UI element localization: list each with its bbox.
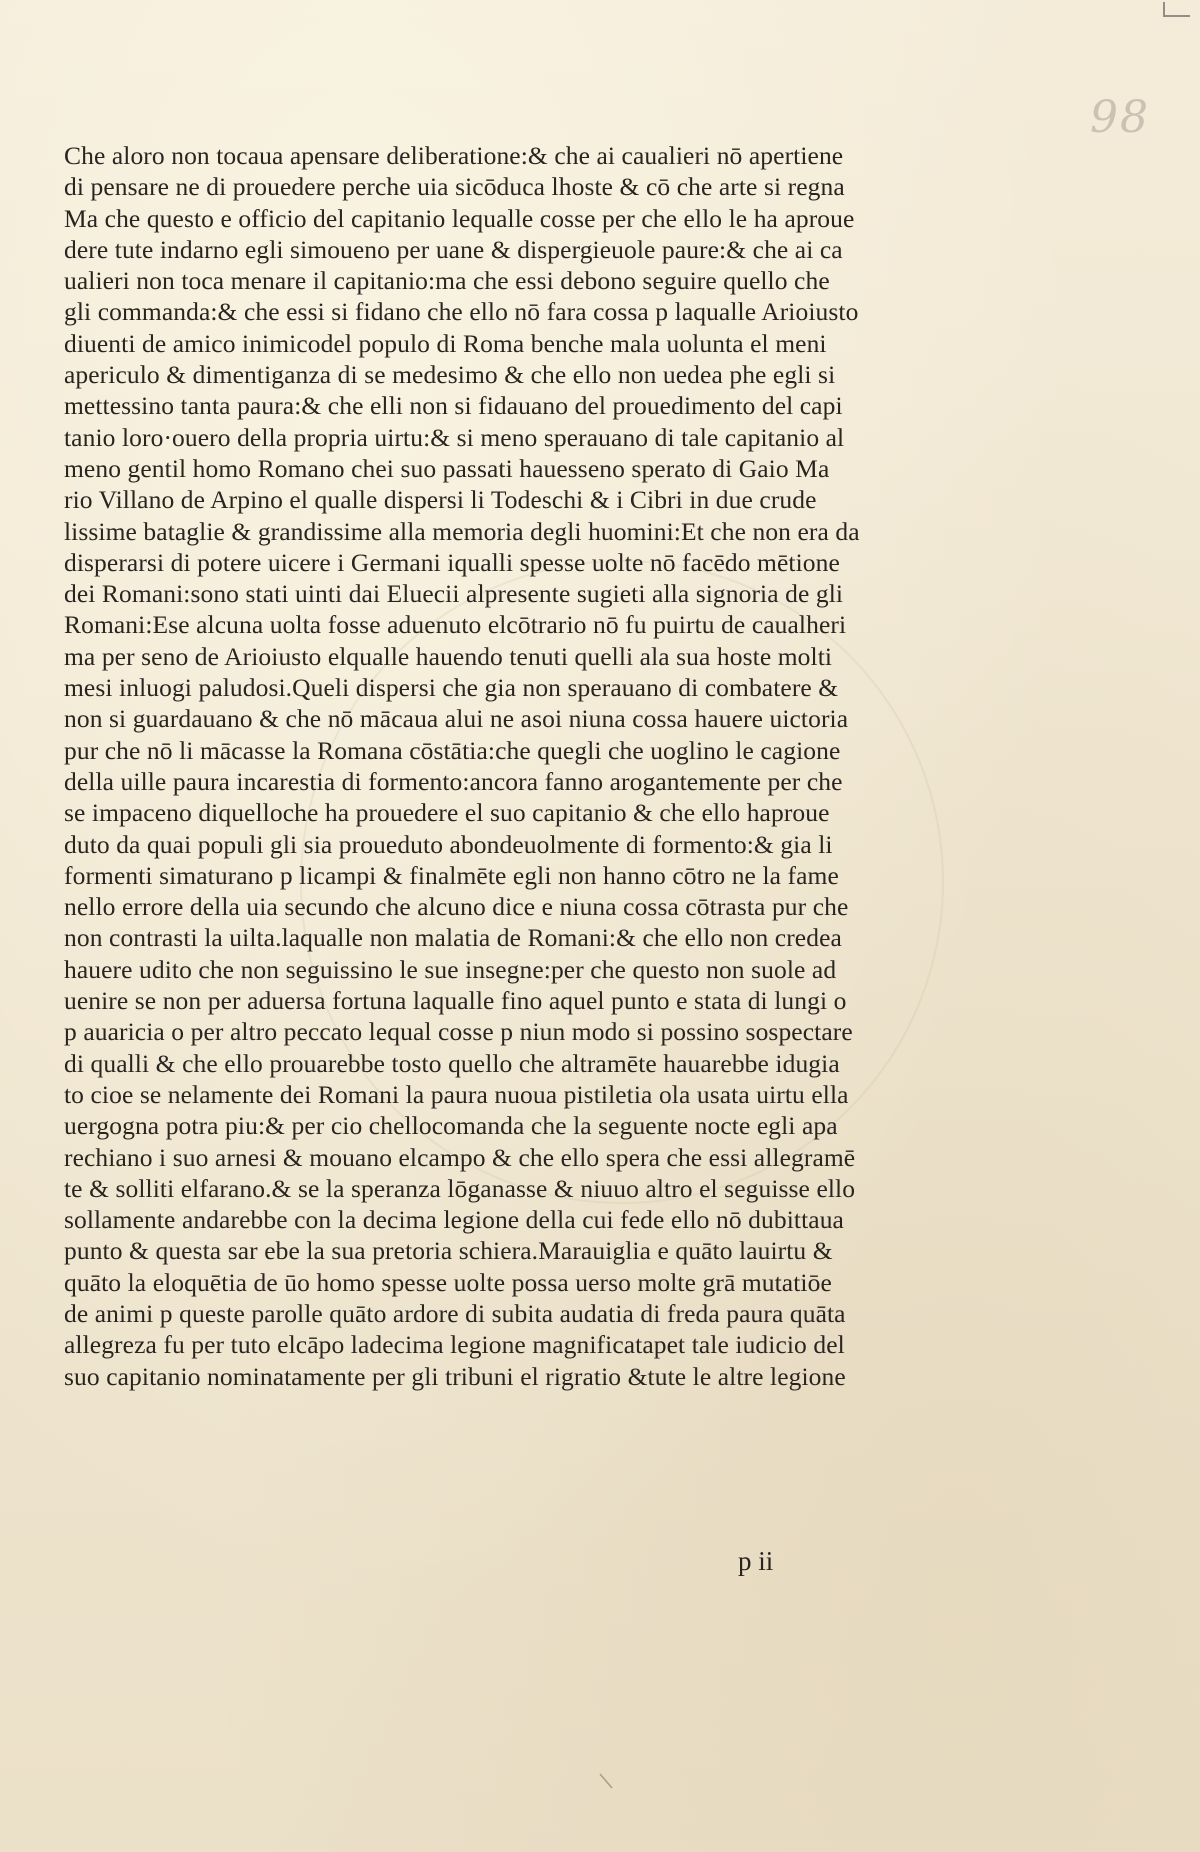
text-line: apericulo & dimentiganza di se medesimo & che ello non uedea phe egli si — [64, 360, 836, 390]
folio-number: 98 — [1090, 92, 1150, 143]
text-line: duto da quai populi gli sia proueduto abondeuolmente di formento:& gia li — [64, 829, 833, 859]
text-line: ma per seno de Arioiusto elqualle hauendo tenuti quelli ala sua hoste molti — [64, 641, 833, 671]
text-line: uergogna potra piu:& per cio chellocomanda che la seguente nocte egli apa — [64, 1111, 838, 1141]
text-line: non contrasti la uilta.laqualle non malatia de Romani:& che ello non credea — [64, 923, 842, 953]
text-line: de animi p queste parolle quāto ardore di subita audatia di freda paura quāta — [64, 1298, 846, 1328]
text-line: gli commanda:& che essi si fidano che ello nō fara cossa p laqualle Arioiusto — [64, 297, 859, 327]
text-line: nello errore della uia secundo che alcuno dice e niuna cossa cōtrasta pur che — [64, 892, 849, 922]
text-line: hauere udito che non seguissino le sue insegne:per che questo non suole ad — [64, 954, 837, 984]
text-line: sollamente andarebbe con la decima legione della cui fede ello nō dubittaua — [64, 1205, 844, 1235]
text-line: to cioe se nelamente dei Romani la paura nuoua pistiletia ola usata uirtu ella — [64, 1079, 849, 1109]
text-line: rio Villano de Arpino el qualle dispersi li Todeschi & i Cibri in due crude — [64, 485, 817, 515]
text-line: dere tute indarno egli simoueno per uane & dispergieuole paure:& che ai ca — [64, 234, 843, 264]
text-line: ualieri non toca menare il capitanio:ma che essi debono seguire quello che — [64, 266, 830, 296]
signature-mark: p ii — [738, 1546, 774, 1576]
text-line: formenti simaturano p licampi & finalmēte egli non hanno cōtro ne la fame — [64, 860, 839, 890]
text-line: rechiano i suo arnesi & mouano elcampo & che ello spera che essi allegramē — [64, 1142, 856, 1172]
text-block — [64, 140, 914, 1392]
text-line: di qualli & che ello prouarebbe tosto quello che altramēte hauarebbe idugia — [64, 1048, 840, 1078]
text-line: te & solliti elfarano.& se la speranza lōganasse & niuuo altro el seguisse ello — [64, 1173, 856, 1203]
text-line: non si guardauano & che nō mācaua alui ne asoi niuna cossa hauere uictoria — [64, 704, 849, 734]
text-line: Romani:Ese alcuna uolta fosse aduenuto elcōtrario nō fu puirtu de caualheri — [64, 610, 847, 640]
text-line: Ma che questo e officio del capitanio lequalle cosse per che ello le ha aproue — [64, 203, 855, 233]
text-line: di pensare ne di prouedere perche uia sicōduca lhoste & cō che arte si regna — [64, 172, 845, 202]
text-line: allegreza fu per tuto elcāpo ladecima legione magnificatapet tale iudicio del — [64, 1330, 845, 1360]
corner-pencil-mark-icon — [1160, 0, 1194, 22]
text-line: meno gentil homo Romano chei suo passati hauesseno sperato di Gaio Ma — [64, 453, 830, 483]
text-line: pur che nō li mācasse la Romana cōstātia:che quegli che uoglino le cagione — [64, 735, 841, 765]
text-line: quāto la eloquētia de ūo homo spesse uolte possa uerso molte grā mutatiōe — [64, 1267, 832, 1297]
text-line: p auaricia o per altro peccato lequal cosse p niun modo si possino sospectare — [64, 1017, 853, 1047]
text-line: se impaceno diquelloche ha prouedere el suo capitanio & che ello haproue — [64, 798, 830, 828]
text-line: mesi inluogi paludosi.Queli dispersi che gia non sperauano di combatere & — [64, 673, 839, 703]
text-line: lissime bataglie & grandissime alla memoria degli huomini:Et che non era da — [64, 516, 860, 546]
text-line: disperarsi di potere uicere i Germani iqualli spesse uolte nō facēdo mētione — [64, 547, 840, 577]
text-line: suo capitanio nominatamente per gli tribuni el rigratio &tute le altre legione — [64, 1361, 846, 1391]
stray-ink-mark-icon — [598, 1772, 620, 1792]
text-line: mettessino tanta paura:& che elli non si fidauano del prouedimento del capi — [64, 391, 843, 421]
text-line: della uille paura incarestia di formento:ancora fanno arogantemente per che — [64, 766, 843, 796]
text-line: punto & questa sar ebe la sua pretoria schiera.Marauiglia e quāto lauirtu & — [64, 1236, 833, 1266]
text-line: dei Romani:sono stati uinti dai Eluecii alpresente sugieti alla signoria de gli — [64, 579, 844, 609]
text-line: uenire se non per aduersa fortuna laqualle fino aquel punto e stata di lungi o — [64, 986, 847, 1016]
text-line: diuenti de amico inimicodel populo di Roma benche mala uolunta el meni — [64, 328, 827, 358]
text-line: Che aloro non tocaua apensare deliberatione:& che ai caualieri nō apertiene — [64, 141, 844, 170]
text-line: tanio loro·ouero della propria uirtu:& si meno sperauano di tale capitanio al — [64, 422, 845, 452]
